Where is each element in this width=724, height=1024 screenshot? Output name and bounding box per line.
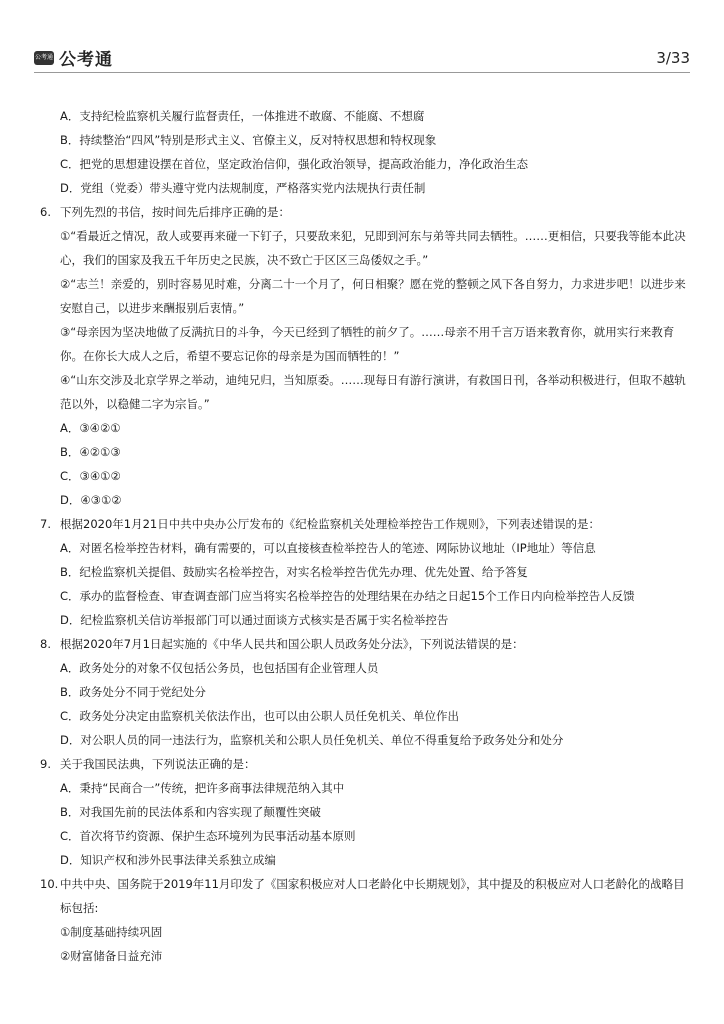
question-number: 10. bbox=[40, 877, 59, 891]
question-10 bbox=[40, 872, 690, 920]
document-body bbox=[40, 104, 690, 968]
question-6 bbox=[40, 200, 690, 224]
q7-option-c: C．承办的监督检查、审查调查部门应当将实名检举控告的处理结果在办结之日起15个工作日内向检举控告人反馈 bbox=[60, 589, 635, 603]
page-header bbox=[0, 0, 724, 80]
brand-name: 公考通 bbox=[59, 50, 113, 70]
q5-option-d: D．党组（党委）带头遵守党内法规制度，严格落实党内法规执行责任制 bbox=[60, 181, 426, 195]
question-number: 7. bbox=[40, 517, 51, 531]
q6-item-2: ②“志兰！亲爱的，别时容易见时难，分离二十一个月了，何日相聚？愿在党的整顿之风下各自努力，力求进步吧！以进步来安慰自己，以进步来酬报别后衷情。” bbox=[60, 277, 686, 315]
question-number: 8. bbox=[40, 637, 51, 651]
q6-option-a: A．③④②① bbox=[60, 421, 121, 435]
question-stem: 关于我国民法典，下列说法正确的是： bbox=[60, 757, 256, 771]
q9-option-d: D．知识产权和涉外民事法律关系独立成编 bbox=[60, 853, 276, 867]
q8-option-d: D．对公职人员的同一违法行为，监察机关和公职人员任免机关、单位不得重复给予政务处分和处分 bbox=[60, 733, 564, 747]
page-number: 3/33 bbox=[656, 49, 690, 67]
q5-option-c: C．把党的思想建设摆在首位，坚定政治信仰，强化政治领导，提高政治能力，净化政治生态 bbox=[60, 157, 529, 171]
q10-item-2: ②财富储备日益充沛 bbox=[60, 949, 163, 963]
question-9 bbox=[40, 752, 690, 776]
question-number: 6. bbox=[40, 205, 51, 219]
logo-badge-icon: 公考通 bbox=[34, 51, 54, 65]
q6-item-3: ③“母亲因为坚决地做了反满抗日的斗争，今天已经到了牺牲的前夕了。……母亲不用千言万语来教育你，就用实行来教育你。在你长大成人之后，希望不要忘记你的母亲是为国而牺牲的！” bbox=[60, 325, 675, 363]
question-8 bbox=[40, 632, 690, 656]
q9-option-b: B．对我国先前的民法体系和内容实现了颠覆性突破 bbox=[60, 805, 321, 819]
q8-option-a: A．政务处分的对象不仅包括公务员，也包括国有企业管理人员 bbox=[60, 661, 379, 675]
question-number: 9. bbox=[40, 757, 51, 771]
q6-item-4: ④“山东交涉及北京学界之举动，迪纯兄归，当知原委。……现每日有游行演讲，有救国日刊，各举动积极进行，但取不越轨范以外，以稳健二字为宗旨。” bbox=[60, 373, 686, 411]
q8-option-b: B．政务处分不同于党纪处分 bbox=[60, 685, 206, 699]
q7-option-b: B．纪检监察机关提倡、鼓励实名检举控告，对实名检举控告优先办理、优先处置、给予答复 bbox=[60, 565, 528, 579]
q9-option-c: C．首次将节约资源、保护生态环境列为民事活动基本原则 bbox=[60, 829, 356, 843]
q6-option-c: C．③④①② bbox=[60, 469, 121, 483]
q6-option-b: B．④②①③ bbox=[60, 445, 121, 459]
question-stem: 下列先烈的书信，按时间先后排序正确的是： bbox=[60, 205, 290, 219]
q7-option-a: A．对匿名检举控告材料，确有需要的，可以直接核查检举控告人的笔迹、网际协议地址（IP地址）等信息 bbox=[60, 541, 596, 555]
question-stem: 根据2020年1月21日中共中央办公厅发布的《纪检监察机关处理检举控告工作规则》，下列表述错误的是： bbox=[60, 517, 600, 531]
question-stem: 根据2020年7月1日起实施的《中华人民共和国公职人员政务处分法》，下列说法错误的是： bbox=[60, 637, 524, 651]
q10-item-1: ①制度基础持续巩固 bbox=[60, 925, 163, 939]
q5-option-a: A．支持纪检监察机关履行监督责任，一体推进不敢腐、不能腐、不想腐 bbox=[60, 109, 425, 123]
question-7 bbox=[40, 512, 690, 536]
header-divider bbox=[34, 72, 690, 73]
q9-option-a: A．秉持“民商合一”传统，把许多商事法律规范纳入其中 bbox=[60, 781, 345, 795]
q6-item-1: ①“看最近之情况，敌人或要再来碰一下钉子，只要敌来犯，兄即到河东与弟等共同去牺牲。……更相信，只要我等能本此决心，我们的国家及我五千年历史之民族，决不致亡于区区三岛倭奴之手。” bbox=[60, 229, 686, 267]
q7-option-d: D．纪检监察机关信访举报部门可以通过面谈方式核实是否属于实名检举控告 bbox=[60, 613, 449, 627]
q5-option-b: B．持续整治“四风”特别是形式主义、官僚主义，反对特权思想和特权现象 bbox=[60, 133, 437, 147]
q8-option-c: C．政务处分决定由监察机关依法作出，也可以由公职人员任免机关、单位作出 bbox=[60, 709, 460, 723]
q6-option-d: D．④③①② bbox=[60, 493, 122, 507]
question-stem: 中共中央、国务院于2019年11月印发了《国家积极应对人口老龄化中长期规划》，其中提及的积极应对人口老龄化的战略目标包括: bbox=[60, 877, 685, 915]
brand-logo bbox=[34, 45, 113, 70]
